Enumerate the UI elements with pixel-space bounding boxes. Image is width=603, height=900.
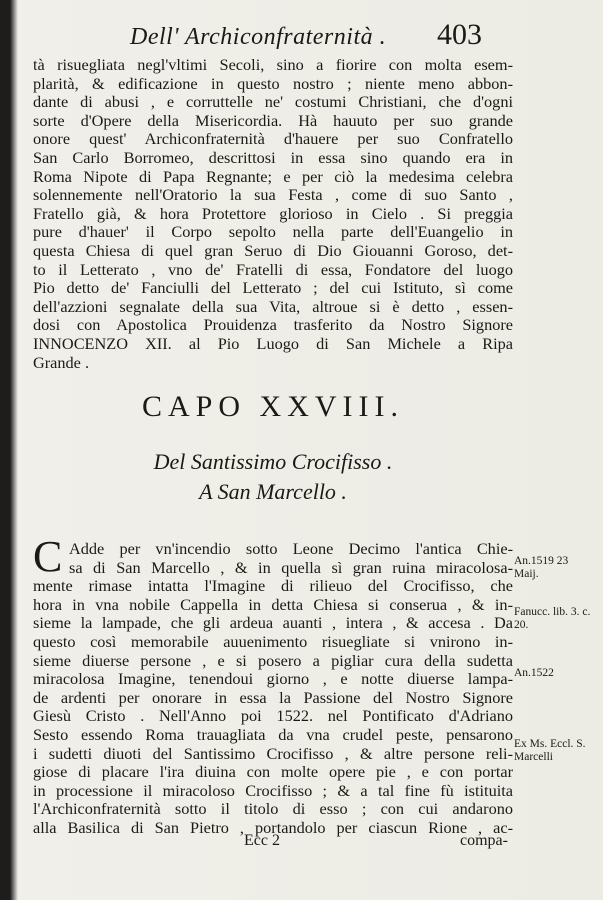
text-line: de ardenti per onorare in essa la Passione del Nostro Signore xyxy=(33,688,513,707)
text-line: mente rimase intatta l'Imagine di rilieuo del Crocifisso, che xyxy=(33,577,513,596)
text-line: in processione il miracoloso Crocifisso ; & a tal fine fù istituita xyxy=(33,781,513,800)
text-line: sieme diuerse persone , e si posero a pigliar cura della sudetta xyxy=(33,651,513,670)
text-line: sa di San Marcello , & in quella sì gran ruina miracolosa- xyxy=(69,558,513,577)
text-line: sorte d'Opere della Misericordia. Hà hauuto per suo grande xyxy=(33,111,513,130)
chapter-subtitle-line-2: A San Marcello . xyxy=(199,479,347,504)
text-line: Pio detto de' Fanciulli del Letterato ; del cui Istituto, sì come xyxy=(33,279,513,298)
page-number: 403 xyxy=(437,18,482,51)
text-line: l'Archiconfraternità sotto il titolo di esso ; con cui andarono xyxy=(33,800,513,819)
paragraph-2 xyxy=(33,540,513,838)
text-line: giose di placare l'ira diuina con molte opere pie , e con portar xyxy=(33,763,513,782)
text-line: San Carlo Borromeo, descrittosi in essa sino quando era in xyxy=(33,148,513,167)
signature-mark: Ecc 2 xyxy=(244,832,280,849)
margin-note: Ex Ms. Eccl. S. Marcelli xyxy=(514,738,586,763)
drop-capital: C xyxy=(33,532,63,581)
text-line: questa Chiesa di quel gran Seruo di Dio Giouanni Goroso, det- xyxy=(33,241,513,260)
margin-note: Fanucc. lib. 3. c. 20. xyxy=(514,606,591,631)
margin-note: An.1519 23 Maij. xyxy=(514,555,569,580)
text-line: to il Letterato , vno de' Fratelli di essa, Fondatore del luogo xyxy=(33,260,513,279)
text-line: Grande . xyxy=(33,353,90,372)
text-line: onore quest' Archiconfraternità d'hauere per suo Confratello xyxy=(33,130,513,149)
text-line: i sudetti diuoti del Santissimo Crocifisso , & altre persone reli- xyxy=(33,744,513,763)
paragraph-1 xyxy=(33,56,513,372)
text-line: solennemente nell'Oratorio la sua Festa , come di suo Santo , xyxy=(33,186,513,205)
text-line: miracolosa Imagine, tenendoui giorno , e notte diuerse lampa- xyxy=(33,670,513,689)
running-header xyxy=(130,18,550,58)
text-line: dosi con Apostolica Prouidenza trasferito da Nostro Signore xyxy=(33,316,513,335)
text-line: dante di abusi , e corruttelle ne' costumi Christiani, che d'ogni xyxy=(33,93,513,112)
text-line: dell'azzioni segnalate della sua Vita, altroue si è detto , essen- xyxy=(33,297,513,316)
text-line: hora in vna nobile Cappella in detta Chiesa si conserua , & in- xyxy=(33,595,513,614)
margin-note: An.1522 xyxy=(514,667,554,679)
text-line: tà risuegliata negl'vltimi Secoli, sino a fiorire con molta esem- xyxy=(33,56,513,74)
catchword: compa- xyxy=(460,832,508,849)
text-line: Fratello già, & hora Protettore glorioso in Cielo . Si preggia xyxy=(33,204,513,223)
text-line: alla Basilica di San Pietro , portandolo per ciascun Rione , ac- xyxy=(33,818,513,837)
text-line: Adde per vn'incendio sotto Leone Decimo l'antica Chie- xyxy=(69,540,513,558)
text-line: sieme la lampade, che gli ardeua auanti , intera , & accesa . Da xyxy=(33,614,513,633)
text-line: plarità, & edificazione in questo nostro ; niente meno abbon- xyxy=(33,74,513,93)
text-line: questo così memorabile auuenimento risuegliate si vnirono in- xyxy=(33,632,513,651)
text-line: Sesto essendo Roma trauagliata da vna crudel peste, pensarono xyxy=(33,725,513,744)
chapter-subtitle-line-1: Del Santissimo Crocifisso . xyxy=(153,449,393,474)
running-title: Dell' Archiconfraternità . xyxy=(130,24,387,50)
text-line: Roma Nipote di Papa Regnante; e per ciò la medesima celebra xyxy=(33,167,513,186)
text-line: pure d'hauer' il Corpo sepolto nella parte dell'Euangelio in xyxy=(33,223,513,242)
text-line: INNOCENZO XII. al Pio Luogo di San Michele a Ripa xyxy=(33,334,513,353)
text-line: Giesù Cristo . Nell'Anno poi 1522. nel Pontificato d'Adriano xyxy=(33,707,513,726)
chapter-heading: CAPO XXVIII. xyxy=(142,390,404,423)
